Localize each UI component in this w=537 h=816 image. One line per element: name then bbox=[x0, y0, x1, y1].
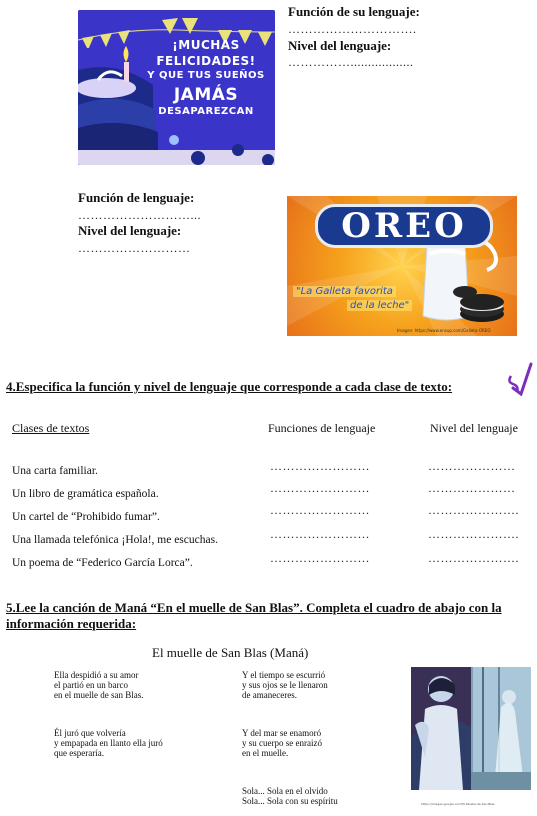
table-row-text: Un poema de “Federico García Lorca”. bbox=[12, 557, 193, 569]
q1-function-label: Función de su lenguaje: bbox=[288, 4, 420, 19]
q2-function-label: Función de lenguaje: bbox=[78, 190, 195, 205]
table-row-function-line[interactable]: …………………… bbox=[270, 481, 370, 495]
table-row-text: Una carta familiar. bbox=[12, 465, 98, 477]
col-header-level: Nivel del lenguaje bbox=[430, 421, 518, 435]
photo-credit: https://images.google.com/El-Muelle-de-San-Blas bbox=[421, 802, 495, 806]
song-title: El muelle de San Blas (Maná) bbox=[152, 645, 309, 660]
table-row-level-line[interactable]: …………………. bbox=[428, 527, 519, 541]
q2-function-answer-line[interactable]: ………………………... bbox=[78, 208, 201, 222]
oreo-logo: OREO bbox=[315, 204, 493, 248]
section5-heading: 5.Lee la canción de Maná “En el muelle de San Blas”. Completa el cuadro de abajo con la información requerida: bbox=[6, 600, 502, 631]
birthday-card-image bbox=[78, 10, 275, 165]
card-text-line5: DESAPAREZCAN bbox=[158, 106, 254, 117]
oreo-slogan-line2: de la leche" bbox=[347, 300, 412, 311]
check-mark-icon bbox=[505, 362, 533, 396]
table-row-text: Un libro de gramática española. bbox=[12, 488, 159, 500]
col-header-functions: Funciones de lenguaje bbox=[268, 421, 376, 435]
q1-function-answer-line[interactable]: …………………………. bbox=[288, 22, 417, 36]
lyrics-stanza-5: Sola... Sola en el olvido Sola... Sola con su espíritu bbox=[242, 786, 338, 806]
q2-level-answer-line[interactable]: ……………………… bbox=[78, 241, 191, 255]
table-row-level-line[interactable]: ………………… bbox=[428, 459, 516, 473]
lyrics-stanza-2: Y el tiempo se escurrió y sus ojos se le llenaron de amaneceres. bbox=[242, 670, 328, 700]
card-text-line4: JAMÁS bbox=[173, 85, 239, 105]
table-row-function-line[interactable]: …………………… bbox=[270, 551, 370, 565]
card-text-line2: FELICIDADES! bbox=[156, 54, 256, 68]
q1-level-answer-line[interactable]: …………….................. bbox=[288, 55, 414, 69]
table-row-text: Un cartel de “Prohibido fumar”. bbox=[12, 511, 160, 523]
q2-level-label: Nivel del lenguaje: bbox=[78, 223, 182, 238]
oreo-ad-image bbox=[287, 196, 517, 336]
table-row-function-line[interactable]: …………………… bbox=[270, 527, 370, 541]
col-header-text-classes: Clases de textos bbox=[12, 421, 90, 435]
card-text-line3: Y QUE TUS SUEÑOS bbox=[147, 70, 265, 81]
table-row-function-line[interactable]: …………………… bbox=[270, 459, 370, 473]
section4-heading: 4.Especifica la función y nivel de lenguaje que corresponde a cada clase de texto: bbox=[6, 379, 453, 394]
oreo-slogan-line1: "La Galleta favorita bbox=[293, 286, 396, 297]
lyrics-stanza-4: Y del mar se enamoró y su cuerpo se enraizó en el muelle. bbox=[242, 728, 322, 758]
card-text-line1: ¡MUCHAS bbox=[172, 38, 240, 52]
q1-level-label: Nivel del lenguaje: bbox=[288, 38, 392, 53]
table-row-text: Una llamada telefónica ¡Hola!, me escuchas. bbox=[12, 534, 218, 546]
song-photo-image bbox=[411, 667, 531, 790]
table-row-level-line[interactable]: …………………. bbox=[428, 503, 519, 517]
table-row-function-line[interactable]: …………………… bbox=[270, 503, 370, 517]
lyrics-stanza-1: Ella despidió a su amor el partió en un barco en el muelle de san Blas. bbox=[54, 670, 144, 700]
table-row-level-line[interactable]: ………………… bbox=[428, 481, 516, 495]
oreo-image-credit: Imagen: https://www.ensup.com/Galleta-OREO bbox=[397, 328, 491, 333]
woman-at-pier-illustration bbox=[411, 667, 531, 790]
lyrics-stanza-3: Él juró que volvería y empapada en llanto ella juró que esperaría. bbox=[54, 728, 163, 758]
table-row-level-line[interactable]: …………………. bbox=[428, 551, 519, 565]
